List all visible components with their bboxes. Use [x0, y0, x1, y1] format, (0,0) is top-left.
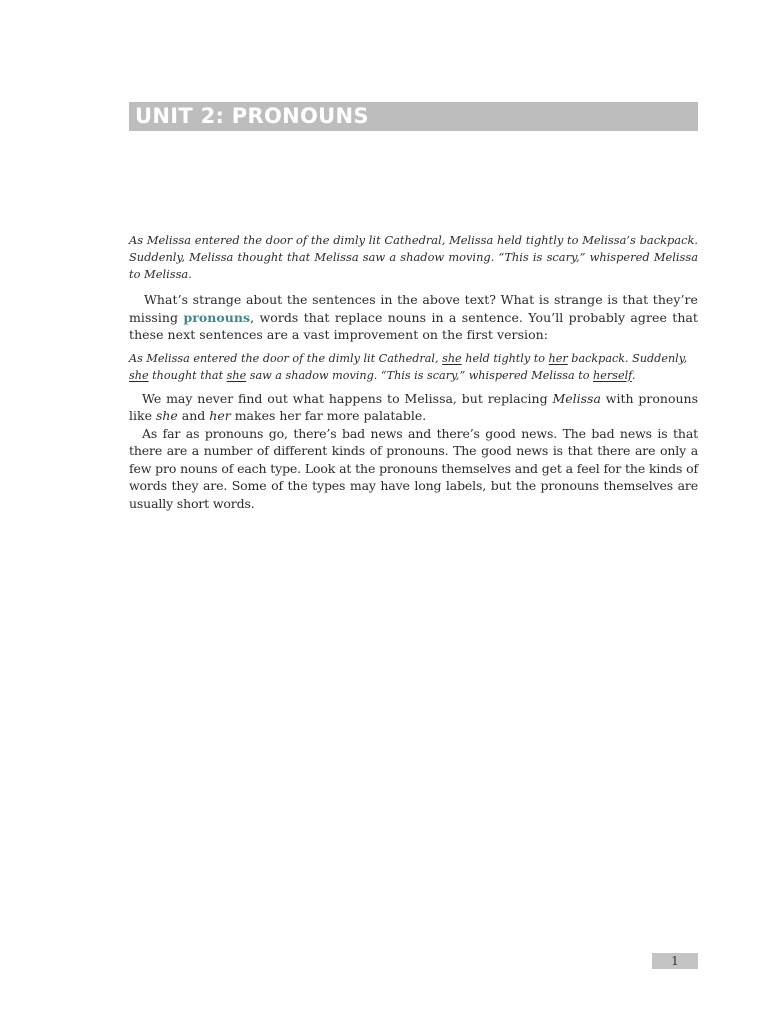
paragraph-text-segment: We may never find out what happens to Melissa, but replacing [142, 390, 553, 406]
pronoun-she: she [226, 368, 247, 382]
intro-paragraph [129, 291, 698, 344]
emphasized-word: Melissa [552, 390, 601, 406]
paragraph-text-segment: makes her far more palatable. [230, 408, 427, 423]
page-number [652, 953, 698, 969]
emphasized-word: she [155, 408, 178, 423]
pronoun-her: her [548, 351, 568, 365]
emphasized-word: her [209, 408, 231, 423]
intro-text-start: What’s strange about the sentences in the above text? What is strange is that they’re missing [129, 292, 698, 325]
intro-text-end: , words that replace nouns in a sentence. You’ll probably agree that these next sentences are a vast improvement on the first version: [129, 309, 698, 342]
unit-header-bar [129, 102, 698, 131]
example-text-segment: saw a shadow moving. “This is scary,” whispered Melissa to [246, 368, 594, 382]
page-content [129, 232, 698, 512]
example-text-segment: As Melissa entered the door of the dimly lit Cathedral, [129, 351, 443, 365]
unit-title: UNIT 2: PRONOUNS [135, 104, 369, 128]
example-text-segment: thought that [148, 368, 227, 382]
page-number-label: 1 [671, 954, 679, 968]
pronoun-she: she [442, 351, 462, 365]
example-text-segment: held tightly to [461, 351, 549, 365]
example-text-segment: backpack. Suddenly, [567, 351, 688, 365]
paragraph-text-segment: with pronouns like [129, 390, 699, 423]
pronoun-she: she [129, 368, 149, 382]
replacement-paragraph [129, 390, 698, 425]
pronoun-types-paragraph: As far as pronouns go, there’s bad news and there’s good news. The bad news is that there are a number of different kinds of pronouns. The good news is that there are only a few pro nouns of each type. Look at the pronouns themselves and get a feel for the kinds of words they are. Some of the types may have long labels, but the pronouns themselves are usually short words. [129, 425, 698, 511]
pronouns-keyword: pronouns [183, 309, 251, 325]
pronoun-herself: herself [593, 368, 632, 382]
example-text-without-pronouns: As Melissa entered the door of the dimly lit Cathedral, Melissa held tightly to Melissa’s backpack. Suddenly, Melissa thought that Melissa saw a shadow moving. “This is scary,” whispered Melissa to Melissa. [129, 233, 698, 281]
paragraph-text-segment: and [177, 408, 210, 423]
example-text-with-pronouns [129, 350, 698, 384]
example-text-segment: . [631, 368, 636, 382]
